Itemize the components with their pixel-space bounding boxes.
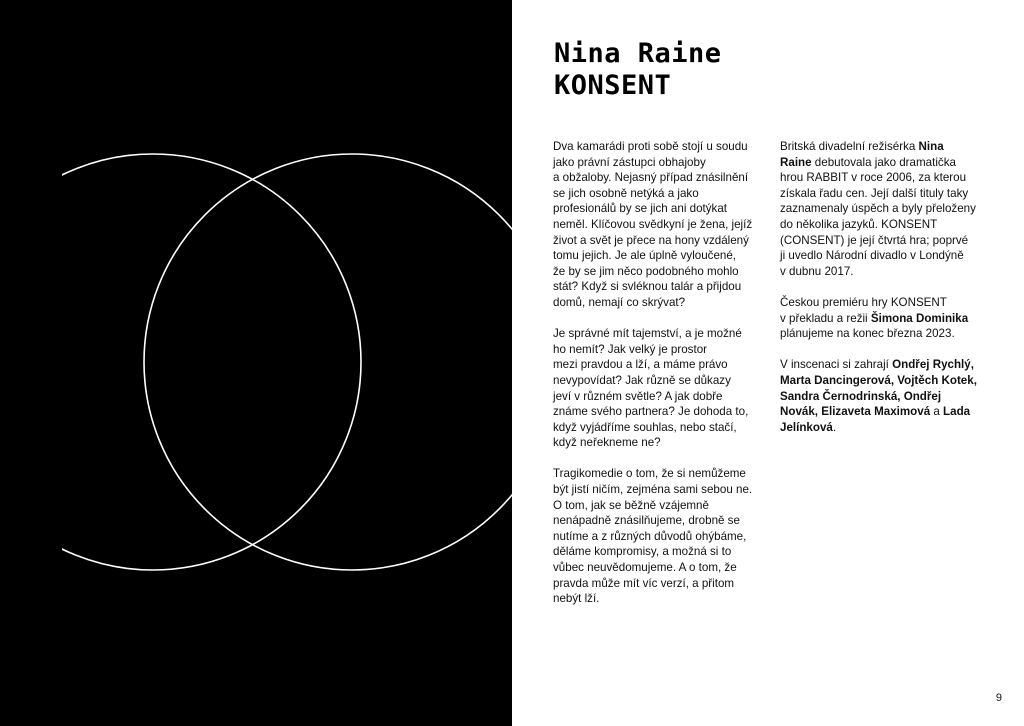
title-play: KONSENT	[554, 70, 672, 101]
text-line: (CONSENT) je její čtvrtá hra; poprvé	[780, 233, 969, 247]
text-line: že by se jim něco podobného mohlo	[553, 264, 739, 278]
text-line: nevypovídat? Jak různě se důkazy	[553, 373, 731, 387]
text-line: Tragikomedie o tom, že si nemůžeme	[553, 467, 746, 481]
title-author: Nina Raine	[554, 38, 722, 69]
text-line: Je správné mít tajemství, a je možné	[553, 327, 742, 341]
text-run: v překladu a režii	[780, 311, 871, 325]
text-line: se jich osobně netýká a jako	[553, 186, 699, 200]
text-line: Dva kamarádi proti sobě stojí u soudu	[553, 140, 748, 153]
text-line: když neřekneme ne?	[553, 436, 661, 450]
page-number: 9	[995, 692, 1002, 704]
text-column-right	[780, 139, 1004, 451]
director-name: Šimona Dominika	[870, 311, 969, 325]
text-line: plánujeme na konec března 2023.	[780, 327, 955, 341]
left-circle	[0, 154, 361, 570]
text-line: zaznamenaly úspěch a byly přeloženy	[780, 202, 976, 216]
text-line: být jistí ničím, zejména sami sebou ne.	[553, 483, 753, 497]
text-line: v dubnu 2017.	[780, 264, 854, 278]
cast-names: Sandra Černodrinská, Ondřej	[780, 389, 942, 403]
text-line: nebýt lží.	[553, 592, 600, 606]
text-line: život a svět je přece na hony vzdálený	[553, 233, 749, 247]
text-run: V inscenaci si zahrají	[780, 358, 893, 372]
cast-names: Novák, Elizaveta Maximová	[780, 405, 931, 419]
cast-names: Lada	[943, 405, 971, 419]
text-line: tomu jejich. Je ale úplně vyloučené,	[553, 249, 737, 263]
text-line: hrou RABBIT v roce 2006, za kterou	[780, 171, 967, 185]
text-line: do několika jazyků. KONSENT	[780, 217, 938, 231]
paragraph-plot	[553, 139, 769, 311]
paragraph-tragicomedy	[553, 466, 769, 606]
text-line: ji uvedlo Národní divadlo v Londýně	[780, 249, 964, 263]
text-line: vůbec neuvědomujeme. A o tom, že	[553, 561, 737, 575]
text-line: když vyjádříme souhlas, nebo stačí,	[553, 420, 737, 434]
text-line: neměl. Klíčovou svědkyní je žena, jejíž	[553, 217, 753, 231]
text-line: nenápadně znásilňujeme, drobně se	[553, 514, 740, 528]
text-line: Českou premiéru hry KONSENT	[780, 295, 947, 309]
cast-names: Marta Dancingerová, Vojtěch Kotek,	[780, 373, 977, 387]
text-line: jako právní zástupci obhajoby	[553, 155, 706, 169]
text-line: známe svého partnera? Je dohoda to,	[553, 405, 749, 419]
cast-names: Ondřej Rychlý,	[892, 358, 974, 372]
right-circle	[144, 154, 512, 570]
text-line: a obžaloby. Nejasný případ znásilnění	[553, 171, 749, 185]
author-name-first: Nina	[918, 140, 944, 153]
page-title	[554, 38, 722, 102]
text-line: stát? Když si svléknou talár a přijdou	[553, 280, 742, 294]
text-run: debutovala jako dramatička	[811, 155, 956, 169]
text-run: .	[832, 420, 837, 434]
text-line: získala řadu cen. Její další tituly taky	[780, 186, 969, 200]
text-line: nutíme a z různých důvodů ohýbáme,	[553, 529, 747, 543]
text-run: Britská divadelní režisérka	[780, 140, 919, 153]
paragraph-questions	[553, 326, 769, 451]
paragraph-cast	[780, 357, 1004, 435]
author-name-last: Raine	[780, 155, 812, 169]
cast-names: Jelínková	[780, 420, 833, 434]
text-line: mezi pravdou a lží, a máme právo	[553, 358, 728, 372]
text-line: ho nemít? Jak velký je prostor	[553, 342, 708, 356]
text-column-left	[553, 139, 769, 622]
text-line: jeví v různém světle? A jak dobře	[553, 389, 723, 403]
paragraph-premiere	[780, 295, 1004, 342]
text-line: domů, nemají co skrývat?	[553, 295, 686, 309]
text-line: pravda může mít víc verzí, a přitom	[553, 576, 735, 590]
text-run: a	[930, 405, 944, 419]
text-line: děláme kompromisy, a možná si to	[553, 545, 732, 559]
text-line: O tom, jak se běžně vzájemně	[553, 498, 709, 512]
paragraph-author-bio	[780, 139, 1004, 279]
text-panel	[512, 0, 1024, 726]
text-line: profesionálů by se jich ani dotýkat	[553, 202, 728, 216]
